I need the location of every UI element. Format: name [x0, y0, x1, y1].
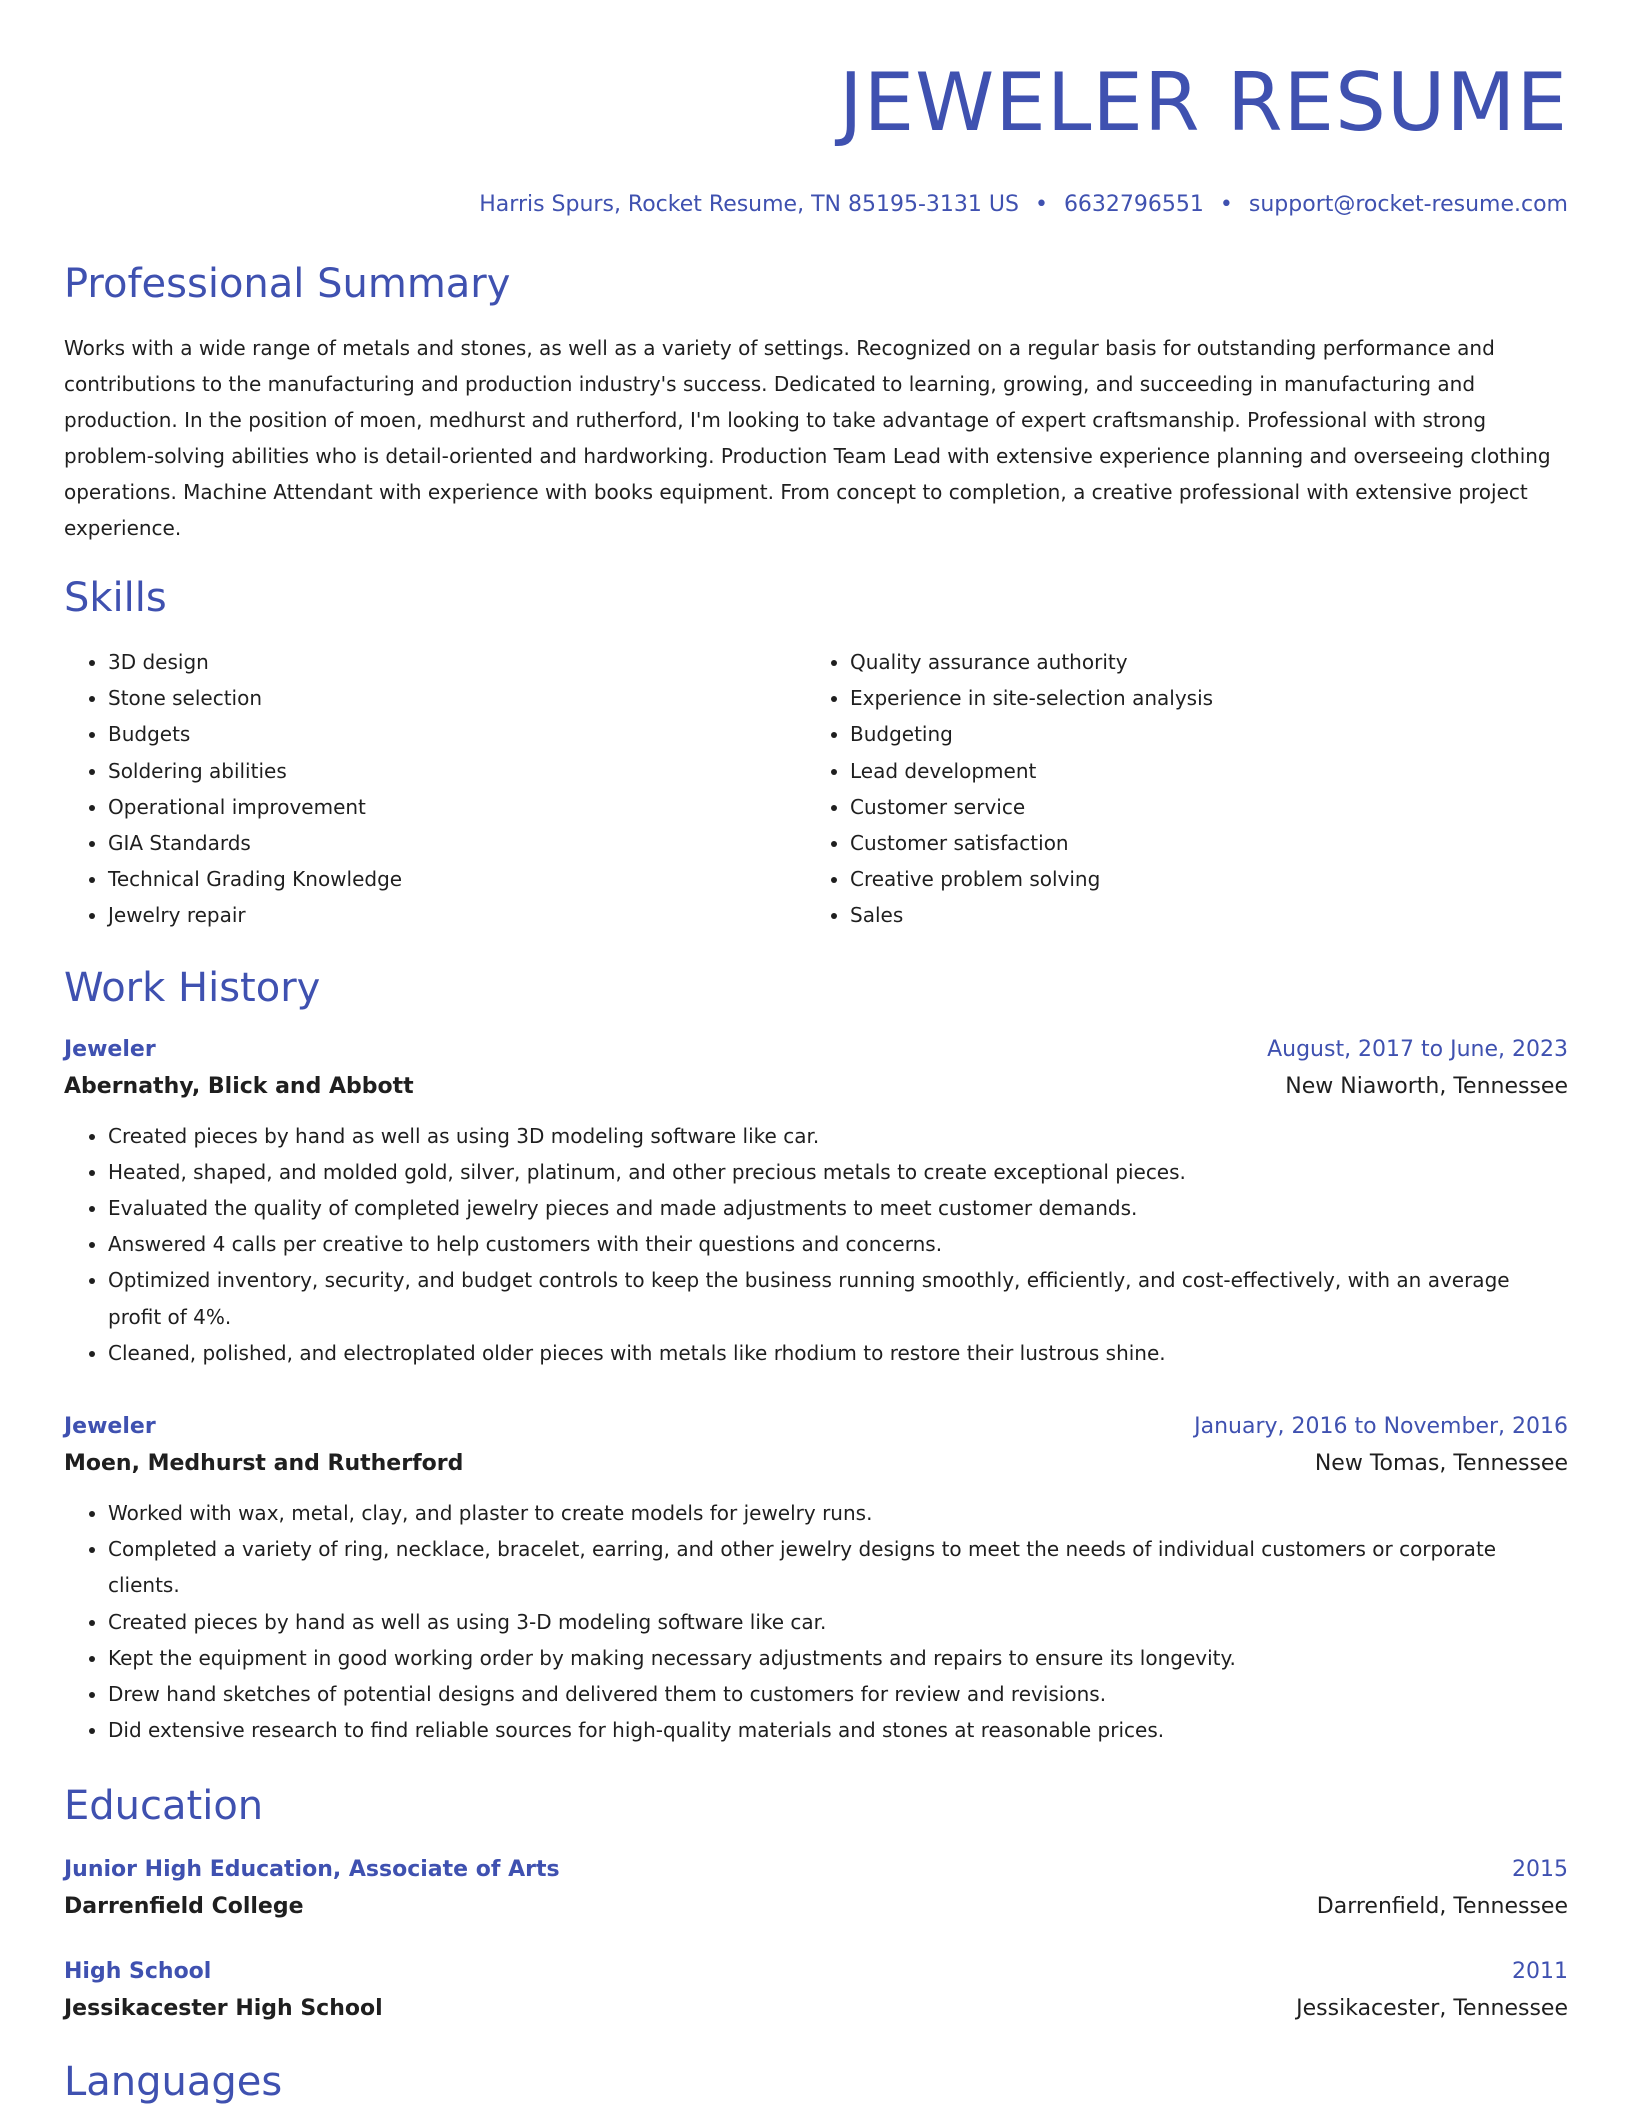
skill-item: • Experience in site-selection analysis	[850, 680, 1548, 716]
job-company-row	[64, 1068, 1568, 1106]
summary-text: Works with a wide range of metals and stones, as well as a variety of settings. Recognized on a regular basis for outstanding performance and contributions to the manufacturing and production industry's success. Dedicated to learning, growing, and succeeding in manufacturing and production. In the position of moen, medhurst and rutherford, I'm looking to take advantage of expert craftsmanship. Professional with strong problem-solving abilities who is detail-oriented and hardworking. Production Team Lead with extensive experience planning and overseeing clothing operations. Machine Attendant with experience with books equipment. From concept to completion, a creative professional with extensive project experience.	[64, 336, 1551, 540]
job-header-row	[64, 1032, 1568, 1068]
job-bullet: • Cleaned, polished, and electroplated older pieces with metals like rhodium to restore their lustrous shine.	[108, 1335, 1568, 1371]
skill-item: • Soldering abilities	[108, 753, 806, 789]
contact-separator: •	[1219, 192, 1233, 217]
skill-item: • GIA Standards	[108, 825, 806, 861]
education-location: Darrenfield, Tennessee	[1316, 1894, 1568, 1920]
job-bullet: • Answered 4 calls per creative to help customers with their questions and concerns.	[108, 1226, 1568, 1262]
job-bullets	[64, 1118, 1568, 1371]
job-title: Jeweler	[64, 1036, 156, 1062]
skill-item: • Customer satisfaction	[850, 825, 1548, 861]
education-year: 2015	[1512, 1857, 1568, 1883]
job-entry	[64, 1032, 1568, 1371]
education-header-row	[64, 1852, 1568, 1888]
skills-heading: Skills	[64, 575, 167, 621]
education-year: 2011	[1512, 1959, 1568, 1985]
education-school-row	[64, 1888, 1568, 1926]
job-company: Moen, Medhurst and Rutherford	[64, 1451, 464, 1477]
skills-column-right	[806, 644, 1548, 934]
education-degree: Junior High Education, Associate of Arts	[64, 1857, 560, 1883]
job-entry	[64, 1409, 1568, 1748]
languages-heading: Languages	[64, 2059, 283, 2106]
education-location: Jessikacester, Tennessee	[1296, 1996, 1568, 2022]
job-header-row	[64, 1409, 1568, 1445]
education-header-row	[64, 1954, 1568, 1990]
skill-item: • Lead development	[850, 753, 1548, 789]
education-school-row	[64, 1990, 1568, 2028]
job-bullet: • Optimized inventory, security, and budget controls to keep the business running smoothly, efficiently, and cost-effectively, with an average profit of 4%.	[108, 1262, 1568, 1334]
job-bullet: • Completed a variety of ring, necklace, bracelet, earring, and other jewelry designs to meet the needs of individual customers or corporate clients.	[108, 1531, 1568, 1603]
job-company-row	[64, 1445, 1568, 1483]
skill-item: • Technical Grading Knowledge	[108, 861, 806, 897]
skill-item: • Stone selection	[108, 680, 806, 716]
education-school: Jessikacester High School	[64, 1996, 383, 2022]
job-location: New Tomas, Tennessee	[1314, 1451, 1568, 1477]
job-bullets	[64, 1495, 1568, 1748]
education-heading: Education	[64, 1783, 264, 1830]
contact-address: Harris Spurs, Rocket Resume, TN 85195-3131 US	[479, 192, 1019, 217]
job-company: Abernathy, Blick and Abbott	[64, 1073, 414, 1099]
contact-line	[64, 190, 1568, 220]
education-degree: High School	[64, 1959, 212, 1985]
job-dates: January, 2016 to November, 2016	[1194, 1414, 1568, 1440]
skill-item: • Budgeting	[850, 716, 1548, 752]
skills-list	[64, 644, 1568, 934]
summary-heading: Professional Summary	[64, 261, 511, 307]
contact-email[interactable]: support@rocket-resume.com	[1248, 192, 1568, 217]
job-bullet: • Did extensive research to find reliable sources for high-quality materials and stones at reasonable prices.	[108, 1712, 1568, 1748]
job-bullet: • Drew hand sketches of potential designs and delivered them to customers for review and revisions.	[108, 1676, 1568, 1712]
skill-item: • Customer service	[850, 789, 1548, 825]
skill-item: • Operational improvement	[108, 789, 806, 825]
contact-phone: 6632796551	[1063, 192, 1204, 217]
job-title: Jeweler	[64, 1414, 156, 1440]
education-school: Darrenfield College	[64, 1894, 304, 1920]
skill-item: • Sales	[850, 897, 1548, 933]
skill-item: • Jewelry repair	[108, 897, 806, 933]
job-bullet: • Created pieces by hand as well as using 3-D modeling software like car.	[108, 1604, 1568, 1640]
skills-column-left	[64, 644, 806, 934]
work-history-heading: Work History	[64, 964, 321, 1011]
job-bullet: • Evaluated the quality of completed jewelry pieces and made adjustments to meet customer demands.	[108, 1190, 1568, 1226]
education-entry	[64, 1852, 1568, 1926]
job-bullet: • Kept the equipment in good working order by making necessary adjustments and repairs to ensure its longevity.	[108, 1640, 1568, 1676]
skill-item: • Creative problem solving	[850, 861, 1548, 897]
education-entry	[64, 1954, 1568, 2028]
resume-title: JEWELER RESUME	[839, 56, 1568, 149]
skill-item: • Budgets	[108, 716, 806, 752]
job-bullet: • Heated, shaped, and molded gold, silver, platinum, and other precious metals to create exceptional pieces.	[108, 1154, 1568, 1190]
skill-item: • 3D design	[108, 644, 806, 680]
skill-item: • Quality assurance authority	[850, 644, 1548, 680]
job-bullet: • Worked with wax, metal, clay, and plaster to create models for jewelry runs.	[108, 1495, 1568, 1531]
job-dates: August, 2017 to June, 2023	[1267, 1036, 1568, 1062]
job-location: New Niaworth, Tennessee	[1285, 1073, 1568, 1099]
contact-separator: •	[1034, 192, 1048, 217]
job-bullet: • Created pieces by hand as well as using 3D modeling software like car.	[108, 1118, 1568, 1154]
